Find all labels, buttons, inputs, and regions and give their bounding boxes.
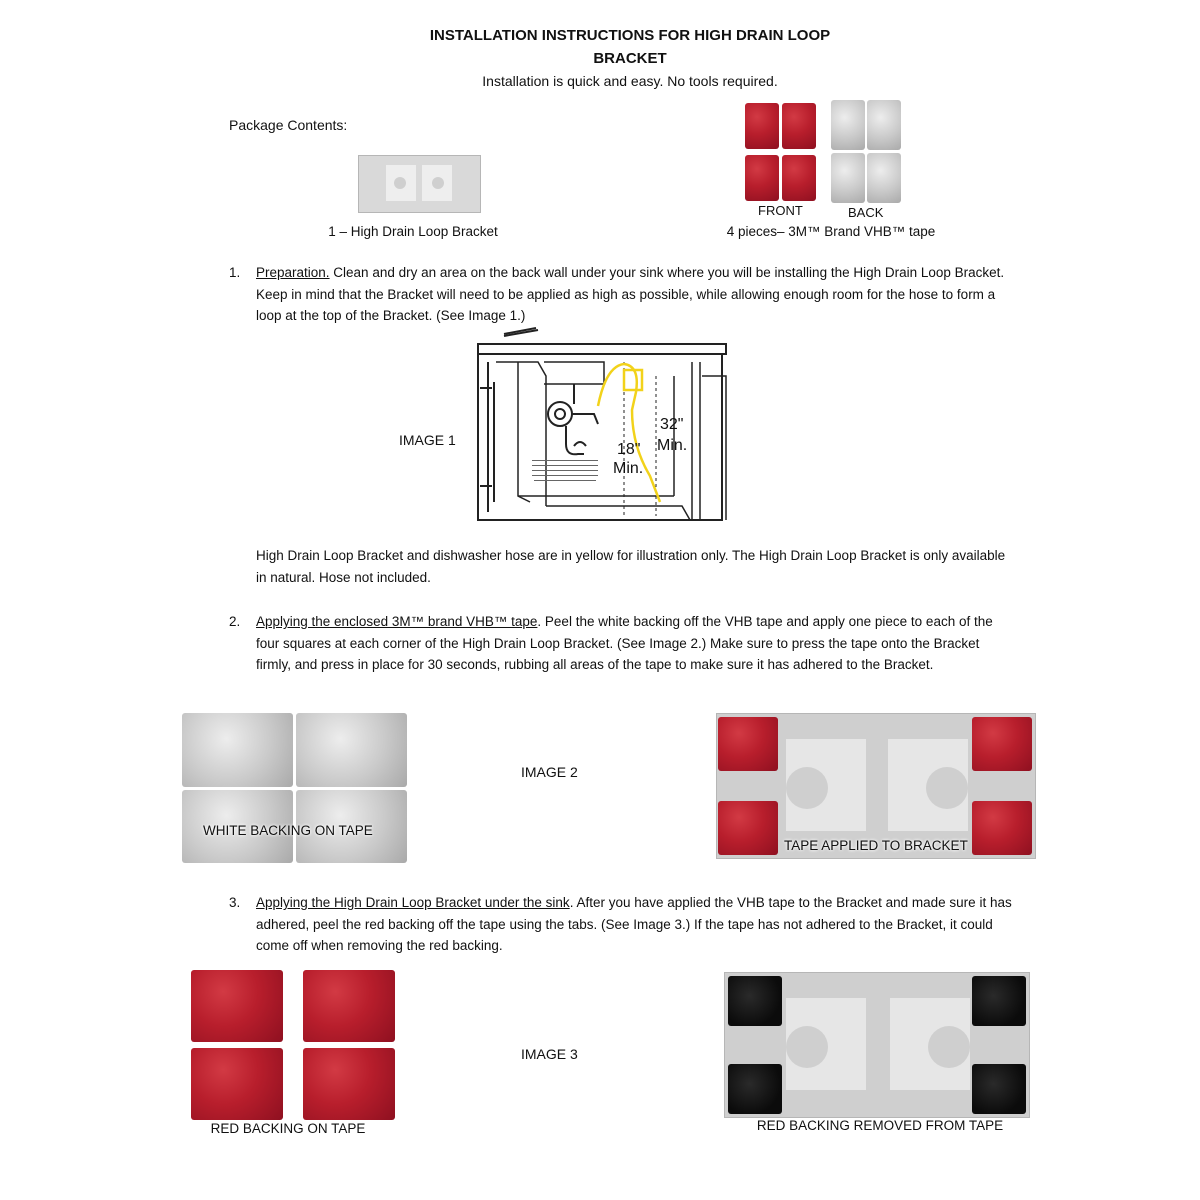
- tape-back-photo: [831, 100, 901, 204]
- red-backing-photo: [183, 970, 407, 1125]
- white-backing-photo: [182, 713, 408, 863]
- image3-label: IMAGE 3: [521, 1046, 578, 1062]
- step3-paragraph: [256, 892, 1016, 957]
- tape-applied-caption: TAPE APPLIED TO BRACKET: [784, 838, 968, 853]
- bracket-caption: 1 – High Drain Loop Bracket: [328, 224, 498, 239]
- bracket-photo: [358, 155, 481, 213]
- dimension-18-label: 18": [617, 441, 641, 458]
- document-title-line1: INSTALLATION INSTRUCTIONS FOR HIGH DRAIN LOOP: [429, 27, 831, 44]
- step3-heading: Applying the High Drain Loop Bracket under the sink: [256, 895, 570, 910]
- white-backing-caption: WHITE BACKING ON TAPE: [203, 823, 373, 838]
- step2-paragraph: [256, 611, 1016, 676]
- dimension-18-min-label: Min.: [613, 460, 644, 477]
- image2-label: IMAGE 2: [521, 764, 578, 780]
- step1-paragraph: [256, 262, 1016, 327]
- dimension-32-min-label: Min.: [657, 437, 688, 454]
- red-backing-caption: RED BACKING ON TAPE: [210, 1121, 366, 1136]
- tape-front-label: FRONT: [758, 203, 803, 218]
- step1-text: Clean and dry an area on the back wall under your sink where you will be installing the High Drain Loop Bracket. Keep in mind that the Bracket will need to be applied as high as possible, while allowing enough room for the hose to form a loop at the top of the Bracket. (See Image 1.): [256, 265, 1005, 323]
- step3-number: 3.: [229, 895, 241, 910]
- step2-number: 2.: [229, 614, 241, 629]
- image1-note: High Drain Loop Bracket and dishwasher hose are in yellow for illustration only. The High Drain Loop Bracket is only available in natural. Hose not included.: [256, 548, 1006, 585]
- tape-back-label: BACK: [848, 205, 884, 220]
- backing-removed-caption: RED BACKING REMOVED FROM TAPE: [756, 1118, 1004, 1133]
- step3-text: . After you have applied the VHB tape to the Bracket and made sure it has adhered, peel the red backing off the tape using the tabs. (See Image 3.) If the tape has not adhered to the Bracket, it could come off when removing the red backing.: [256, 895, 1012, 953]
- image1-label: IMAGE 1: [399, 432, 456, 448]
- step1-number: 1.: [229, 265, 241, 280]
- backing-removed-bracket-photo: [724, 972, 1030, 1118]
- step1-heading: Preparation.: [256, 265, 330, 280]
- document-title-line2: BRACKET: [593, 50, 667, 67]
- document-subtitle: Installation is quick and easy. No tools required.: [482, 73, 778, 89]
- sink-cabinet-diagram: [474, 326, 730, 532]
- package-contents-label: Package Contents:: [229, 117, 348, 133]
- tape-caption: 4 pieces– 3M™ Brand VHB™ tape: [726, 224, 936, 239]
- dimension-32-label: 32": [660, 416, 684, 433]
- step2-text: . Peel the white backing off the VHB tape and apply one piece to each of the four squares at each corner of the High Drain Loop Bracket. (See Image 2.) Make sure to press the tape onto the Bracket firmly, and press in place for 30 seconds, rubbing all areas of the tape to make sure it has adhered to the Bracket.: [256, 614, 993, 672]
- step2-heading: Applying the enclosed 3M™ brand VHB™ tape: [256, 614, 538, 629]
- tape-front-photo: [745, 103, 817, 201]
